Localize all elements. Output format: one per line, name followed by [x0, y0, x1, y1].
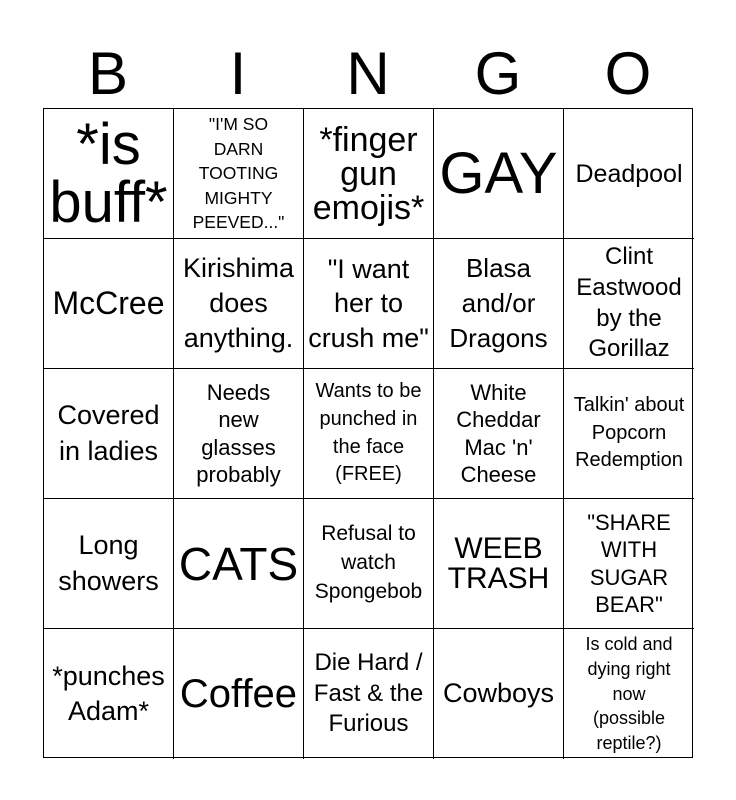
bingo-cell: [564, 239, 694, 369]
cell-text: Cowboys: [442, 678, 555, 709]
cell-text: *punches Adam*: [52, 660, 165, 726]
cell-text: Refusal to watch Spongebob: [314, 522, 423, 603]
cell-text: McCree: [52, 284, 165, 321]
header-letter-i: I: [229, 40, 247, 107]
bingo-cell: [304, 629, 434, 759]
cell-text: Is cold and dying right now (possible reptile?): [585, 633, 673, 754]
bingo-cell: [564, 629, 694, 759]
cell-text: Needs new glasses probably: [196, 379, 281, 487]
cell-text: Coffee: [179, 672, 298, 716]
cell-text: Clint Eastwood by the Gorillaz: [576, 243, 682, 363]
bingo-cell: [434, 239, 564, 369]
cell-text: GAY: [439, 140, 558, 206]
bingo-cell: [304, 499, 434, 629]
bingo-cell: [44, 109, 174, 239]
bingo-cell: [564, 369, 694, 499]
bingo-cell: [174, 499, 304, 629]
bingo-cell: [304, 109, 434, 239]
bingo-cell: [434, 369, 564, 499]
bingo-cell: [304, 239, 434, 369]
bingo-cell: [434, 109, 564, 239]
bingo-cell: [174, 239, 304, 369]
cell-text: Long showers: [58, 530, 159, 596]
bingo-cell: [44, 629, 174, 759]
cell-text: *is buff*: [49, 111, 168, 235]
header-letter-n: N: [346, 40, 390, 107]
header-letter-o: O: [604, 40, 652, 107]
bingo-header: [43, 40, 693, 108]
bingo-cell: [304, 369, 434, 499]
cell-text: Die Hard / Fast & the Furious: [313, 648, 424, 738]
bingo-cell: [174, 369, 304, 499]
bingo-cell: [564, 499, 694, 629]
header-letter-b: B: [87, 40, 129, 107]
bingo-cell: [434, 499, 564, 629]
cell-text: "I want her to crush me": [308, 254, 429, 353]
cell-text: "I'M SO DARN TOOTING MIGHTY PEEVED...": [192, 114, 285, 233]
cell-text: White Cheddar Mac 'n' Cheese: [456, 379, 541, 487]
cell-text: "SHARE WITH SUGAR BEAR": [587, 509, 671, 617]
bingo-cell: [44, 499, 174, 629]
bingo-board: [43, 108, 693, 758]
header-letter-g: G: [474, 40, 522, 107]
cell-text: CATS: [178, 537, 299, 590]
cell-text: Wants to be punched in the face (FREE): [315, 380, 422, 486]
bingo-cell: [434, 629, 564, 759]
cell-text: Deadpool: [575, 159, 683, 188]
bingo-cell: [174, 629, 304, 759]
bingo-cell: [174, 109, 304, 239]
cell-text: *finger gun emojis*: [312, 120, 425, 227]
cell-text: Blasa and/or Dragons: [449, 253, 548, 353]
bingo-cell: [44, 239, 174, 369]
bingo-cell: [564, 109, 694, 239]
cell-text: Talkin' about Popcorn Redemption: [573, 394, 685, 472]
cell-text: Kirishima does anything.: [182, 252, 295, 354]
cell-text: Covered in ladies: [57, 400, 160, 466]
bingo-cell: [44, 369, 174, 499]
cell-text: WEEB TRASH: [447, 531, 550, 595]
